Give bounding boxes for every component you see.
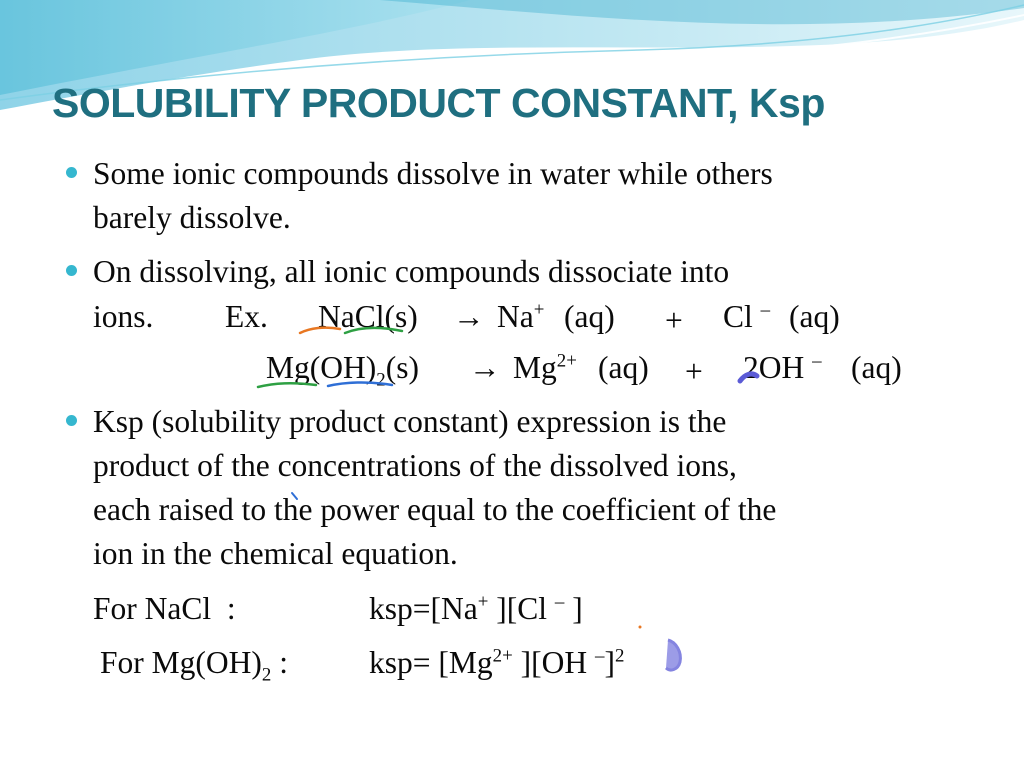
bullet1-line1: Some ionic compounds dissolve in water while others [93,156,773,191]
bullet2-ions-text: ions. [93,299,154,334]
bullet3-line2: product of the concentrations of the dissolved ions, [93,448,737,483]
ksp-nacl-label: For NaCl : [93,591,236,626]
bullet-marker [66,415,77,426]
bullet3-line3: each raised to the power equal to the coefficient of the [93,492,777,527]
ksp-nacl-expression: ksp=[Na+ ][Cl – ] [369,591,583,626]
sodium-ion: Na+ [497,299,545,334]
bullet3-line1: Ksp (solubility product constant) expression is the [93,404,727,439]
bullet3-line4: ion in the chemical equation. [93,536,458,571]
magnesium-ion: $Mg^{2+}$ [513,350,577,385]
hydroxide-ion-state: (aq) [851,350,902,385]
bullet-marker [66,167,77,178]
ink-highlight-mark [666,640,680,670]
chloride-ion-state: (aq) [789,299,840,334]
hydroxide-ion: 2OH – [743,350,822,385]
mgoh2-reactant: $Mg(OH)_2(s)$ [266,350,419,391]
reaction-arrow: → [453,299,485,334]
nacl-reactant: NaCl(s) [318,299,418,334]
bullet-marker [66,265,77,276]
bullet2-line1: On dissolving, all ionic compounds dissociate into [93,254,730,289]
slide-title: SOLUBILITY PRODUCT CONSTANT, Ksp [52,80,825,126]
reaction-arrow: → [469,350,501,385]
sodium-ion-state: (aq) [564,299,615,334]
plus-sign: + [665,303,683,338]
chloride-ion: Cl – [723,299,771,334]
bullet1-line2: barely dissolve. [93,200,291,235]
ksp-mgoh2-expression: $ksp= [Mg^{2+}$ ][OH –]$^2$ [369,645,625,680]
ink-orange-dot [639,626,642,629]
ksp-mgoh2-label: For $Mg(OH)_2$ : [100,645,288,686]
example-label: Ex. [225,299,268,334]
plus-sign: + [685,354,703,389]
magnesium-ion-state: (aq) [598,350,649,385]
